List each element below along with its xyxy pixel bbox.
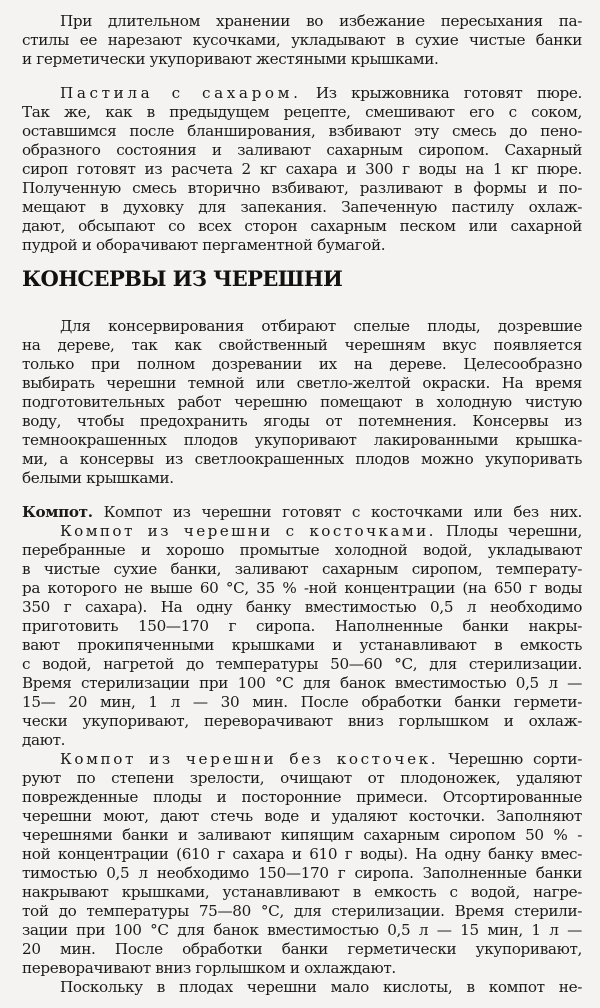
text-line: дают.: [22, 731, 66, 749]
text-span: Черешню сорти-: [438, 750, 582, 768]
text-line: мещают в духовку для запекания. Запеченную пастилу охлаж-: [22, 198, 582, 216]
text-line: черешни моют, дают стечь воде и удаляют косточки. Заполняют: [22, 807, 582, 825]
text-line: в чистые сухие банки, заливают сахарным сиропом, температу-: [22, 560, 582, 578]
recipe-title: Компот из черешни с косточками.: [60, 522, 436, 540]
text-line: только при полном дозревании их на дереве. Целесообразно: [22, 355, 582, 373]
text-line: зации при 100 °С для банок вместимостью 0,5 л — 15 мин, 1 л —: [22, 921, 582, 939]
text-line: ми, а консервы из светлоокрашенных плодов можно укупоривать: [22, 450, 582, 468]
text-line: белыми крышками.: [22, 469, 174, 487]
text-line: [60, 84, 582, 103]
text-span: Плоды черешни,: [435, 522, 582, 540]
text-line: стилы ее нарезают кусочками, укладывают в сухие чистые банки: [22, 31, 582, 49]
text-line: ра которого не выше 60 °С, 35 % -ной концентрации (на 650 г воды: [22, 579, 582, 597]
text-line: [22, 503, 582, 522]
text-line: на дереве, так как свойственный черешням вкус появляется: [22, 336, 582, 354]
text-line: Для консервирования отбирают спелые плоды, дозревшие: [60, 317, 582, 335]
text-line: тимостью 0,5 л необходимо 150—170 г сиропа. Заполненные банки: [22, 864, 582, 882]
text-span: Из крыжовника готовят пюре.: [301, 84, 582, 102]
text-line: воду, чтобы предохранить ягоды от потемнения. Консервы из: [22, 412, 582, 430]
text-line: 20 мин. После обработки банки герметически укупоривают,: [22, 940, 582, 958]
text-line: той до температуры 75—80 °С, для стерилизации. Время стерили-: [22, 902, 582, 920]
text-line: сироп готовят из расчета 2 кг сахара и 300 г воды на 1 кг пюре.: [22, 160, 582, 178]
text-line: ной концентрации (610 г сахара и 610 г воды). На одну банку вмес-: [22, 845, 582, 863]
text-line: Так же, как в предыдущем рецепте, смешивают его с соком,: [22, 103, 582, 121]
text-line: дают, обсыпают со всех сторон сахарным песком или сахарной: [22, 217, 582, 235]
recipe-title: Пастила с сахаром.: [60, 84, 302, 102]
text-line: накрывают крышками, устанавливают в емкость с водой, нагре-: [22, 883, 582, 901]
text-line: руют по степени зрелости, очищают от плодоножек, удаляют: [22, 769, 582, 787]
text-line: вают прокипяченными крышками и устанавливают в емкость: [22, 636, 582, 654]
text-line: с водой, нагретой до температуры 50—60 °С, для стерилизации.: [22, 655, 582, 673]
text-line: Поскольку в плодах черешни мало кислоты, в компот не-: [60, 978, 582, 996]
text-line: выбирать черешни темной или светло-желтой окраски. На время: [22, 374, 582, 392]
text-line: Полученную смесь вторично взбивают, разливают в формы и по-: [22, 179, 582, 197]
text-span: Компот из черешни готовят с косточками или без них.: [92, 503, 582, 521]
text-line: и герметически укупоривают жестяными крышками.: [22, 50, 439, 68]
text-line: При длительном хранении во избежание пересыхания па-: [60, 12, 582, 30]
text-line: подготовительных работ черешню помещают в холодную чистую: [22, 393, 582, 411]
section-heading: КОНСЕРВЫ ИЗ ЧЕРЕШНИ: [22, 266, 343, 291]
text-line: 15— 20 мин, 1 л — 30 мин. После обработки банки гермети-: [22, 693, 582, 711]
text-line: чески укупоривают, переворачивают вниз горлышком и охлаж-: [22, 712, 582, 730]
text-line: темноокрашенных плодов укупоривают лакированными крышка-: [22, 431, 582, 449]
text-line: оставшимся после бланширования, взбивают эту смесь до пено-: [22, 122, 582, 140]
text-line: пудрой и оборачивают пергаментной бумагой.: [22, 236, 386, 254]
text-line: поврежденные плоды и посторонние примеси. Отсортированные: [22, 788, 582, 806]
text-line: Время стерилизации при 100 °С для банок вместимостью 0,5 л —: [22, 674, 582, 692]
text-line: 350 г сахара). На одну банку вместимостью 0,5 л необходимо: [22, 598, 582, 616]
text-line: приготовить 150—170 г сиропа. Наполненные банки накры-: [22, 617, 582, 635]
text-line: образного состояния и заливают сахарным сиропом. Сахарный: [22, 141, 582, 159]
recipe-title: Компот из черешни без косточек.: [60, 750, 439, 768]
subsection-title: Компот.: [22, 503, 93, 521]
text-line: переворачивают вниз горлышком и охлаждают.: [22, 959, 396, 977]
text-line: [60, 750, 582, 769]
text-line: черешнями банки и заливают кипящим сахарным сиропом 50 % -: [22, 826, 582, 844]
text-line: перебранные и хорошо промытые холодной водой, укладывают: [22, 541, 582, 559]
text-line: [60, 522, 582, 541]
